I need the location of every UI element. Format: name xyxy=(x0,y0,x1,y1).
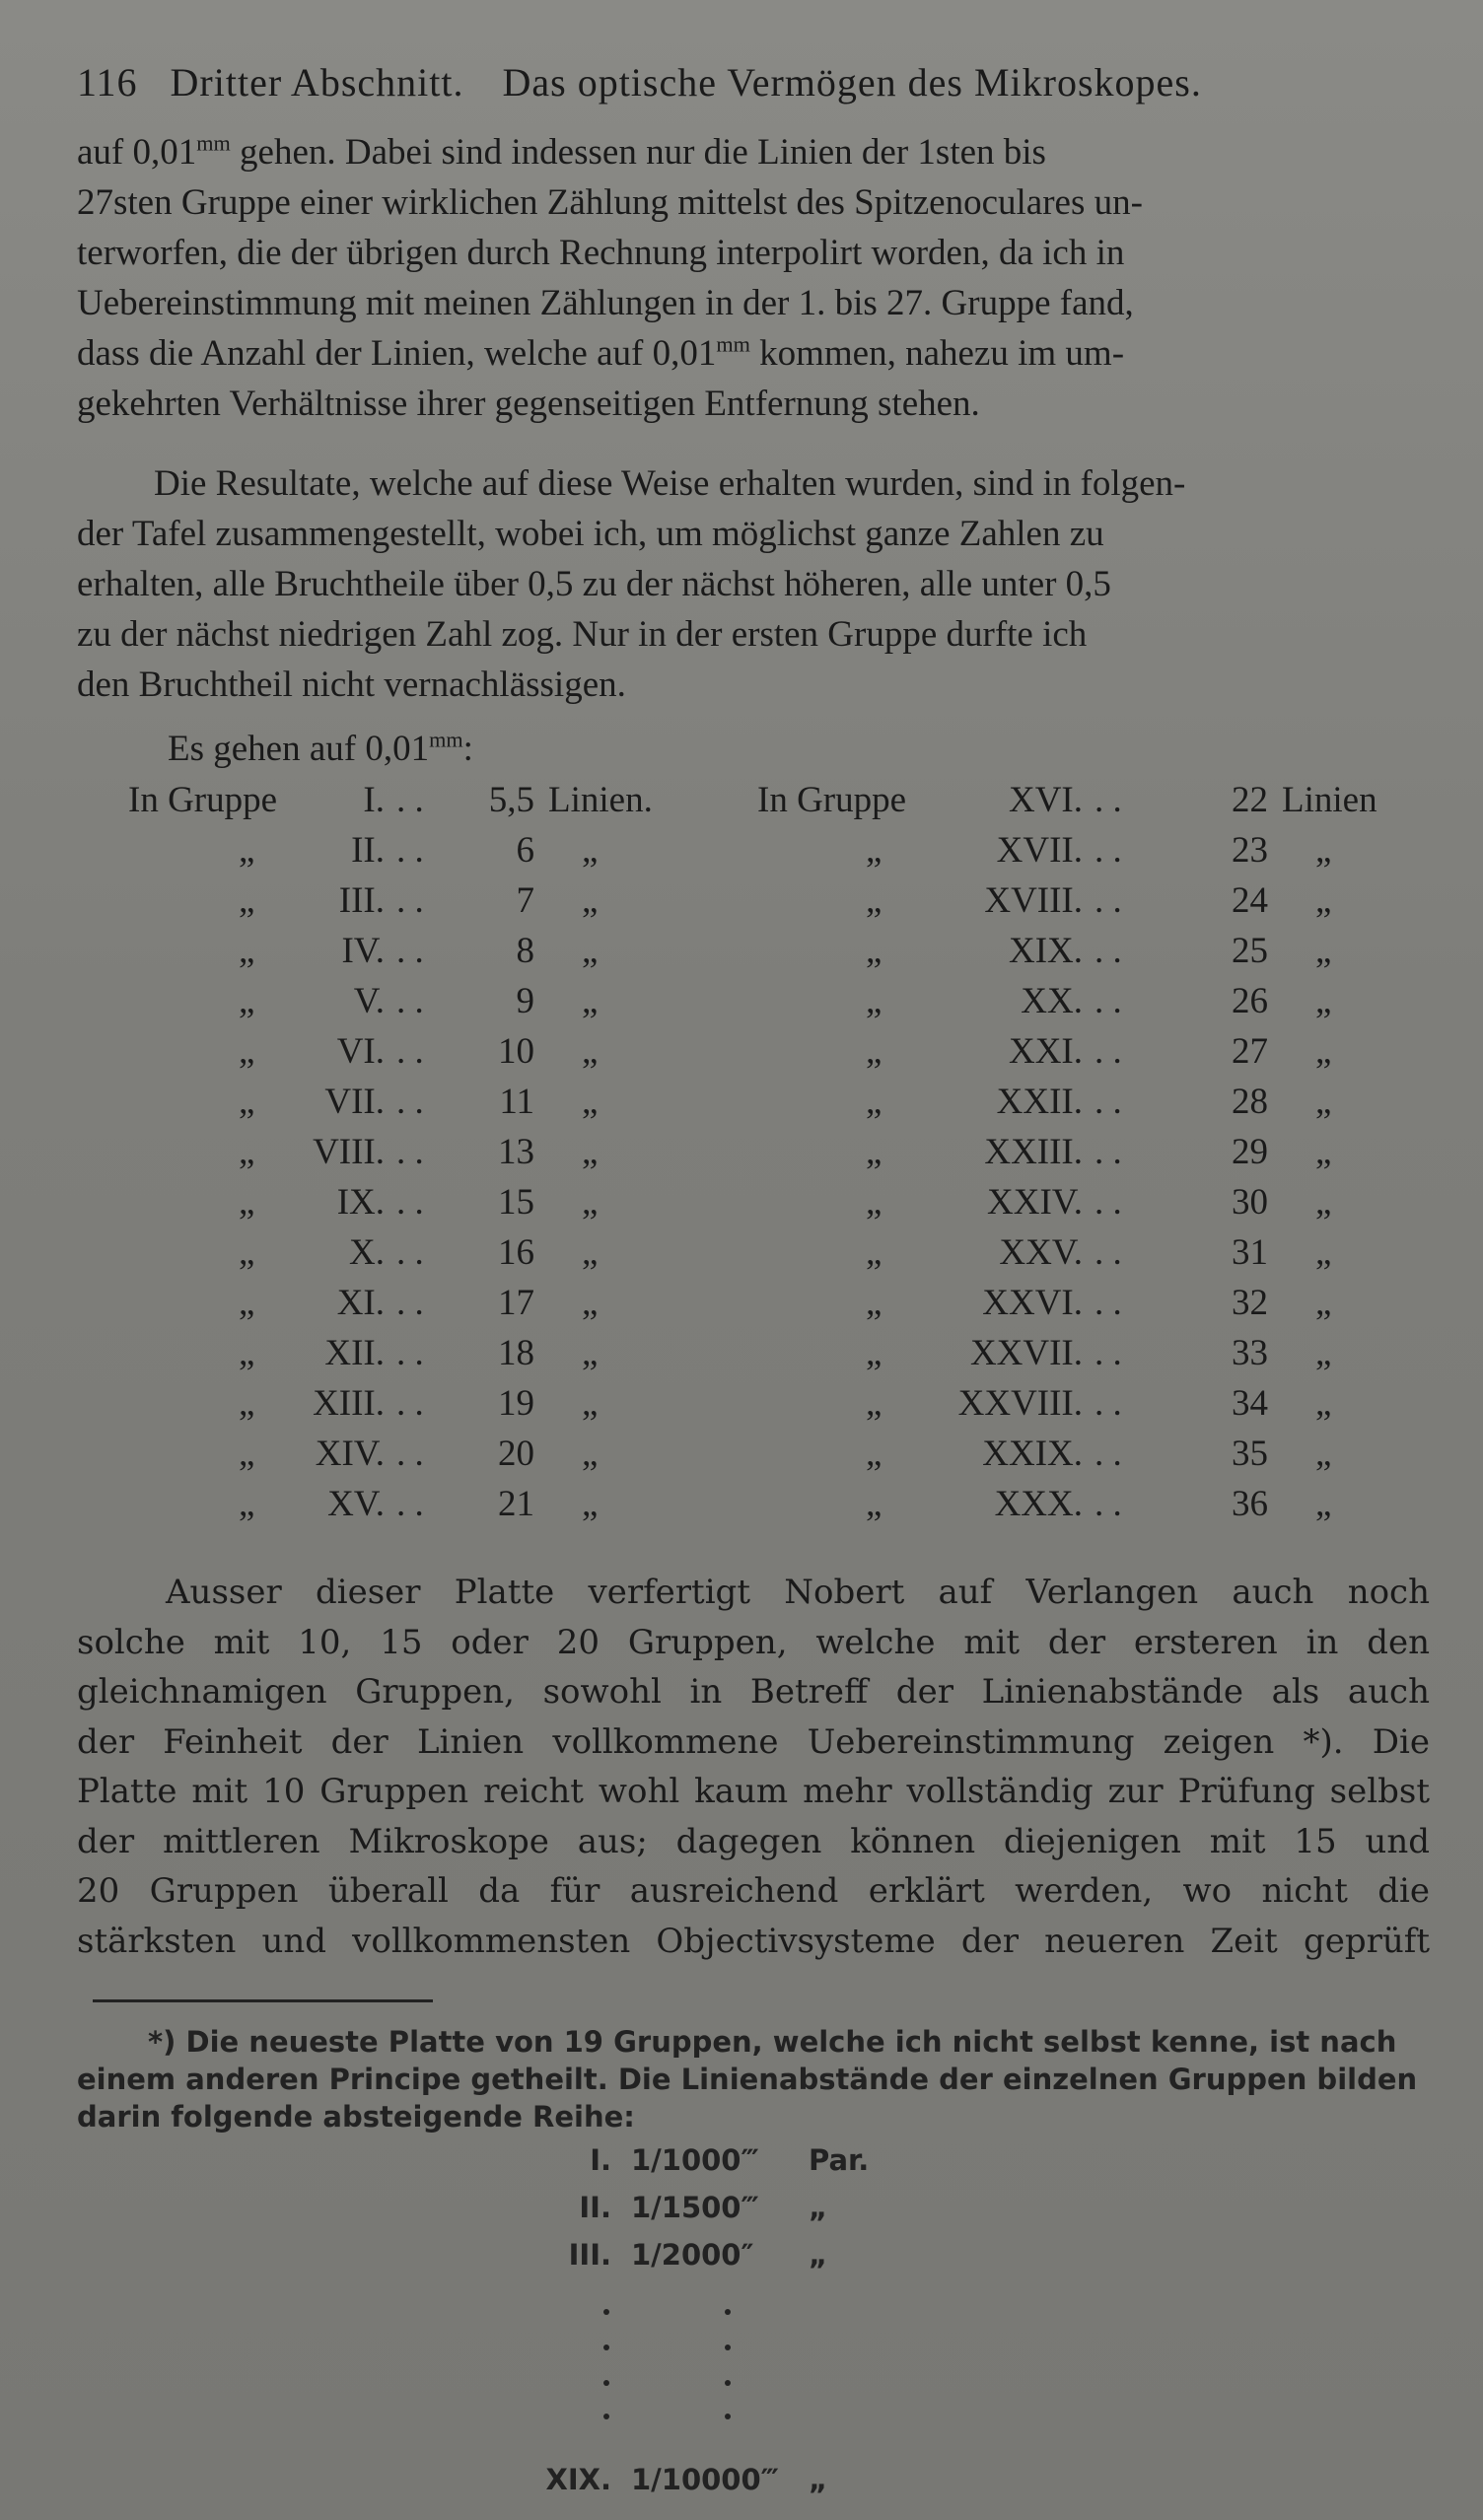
table-row xyxy=(757,1282,1408,1332)
footnote-line: *) Die neueste Platte von 19 Gruppen, welche ich nicht selbst kenne, ist nach xyxy=(148,2025,1397,2059)
group-numeral: XXV. xyxy=(999,1232,1083,1273)
group-numeral: XV. xyxy=(327,1484,385,1524)
series-group: XIX. xyxy=(545,2463,611,2496)
table-row xyxy=(757,879,1408,930)
leader-dots: . . xyxy=(396,830,424,871)
group-numeral: XIV. xyxy=(315,1434,385,1474)
ditto-mark: „ xyxy=(866,1232,883,1273)
table-row xyxy=(757,1231,1408,1282)
table-row xyxy=(128,1131,740,1181)
ditto-mark: „ xyxy=(866,1283,883,1323)
table-row xyxy=(757,779,1408,829)
table-row xyxy=(128,980,740,1030)
ditto-mark: „ xyxy=(239,1031,255,1072)
text-line: auf $0,01^{mm}$ gehen. Dabei sind indessen nur die Linien der 1sten bis xyxy=(77,130,1046,173)
ditto-mark: „ xyxy=(582,1232,599,1273)
ditto-mark: „ xyxy=(866,1484,883,1524)
unit-label: Linien. xyxy=(548,780,653,820)
group-numeral: V. xyxy=(353,981,385,1021)
ditto-mark: „ xyxy=(239,981,255,1021)
line-count: 32 xyxy=(1232,1283,1268,1323)
table-row xyxy=(128,1332,740,1382)
section-title: Dritter Abschnitt. xyxy=(170,60,464,105)
group-numeral: XX. xyxy=(1021,981,1083,1021)
ditto-mark: „ xyxy=(866,1132,883,1172)
line-count: 36 xyxy=(1232,1484,1268,1524)
paragraph-1 xyxy=(77,128,1430,430)
text-line: solche mit 10, 15 oder 20 Gruppen, welche mit der ersteren in den xyxy=(77,1622,1430,1662)
ditto-mark: „ xyxy=(582,931,599,971)
table-row xyxy=(757,1131,1408,1181)
group-numeral: III. xyxy=(338,880,385,921)
ditto-mark: „ xyxy=(866,981,883,1021)
line-count: 31 xyxy=(1232,1232,1268,1273)
ditto-mark: „ xyxy=(582,1132,599,1172)
leader-dots: . . xyxy=(396,1383,424,1424)
group-numeral: XIII. xyxy=(313,1383,385,1424)
table-row xyxy=(757,1433,1408,1483)
ditto-mark: „ xyxy=(1315,880,1332,921)
chapter-title: Das optische Vermögen des Mikroskopes. xyxy=(502,60,1202,105)
table-row xyxy=(128,1282,740,1332)
ditto-mark: „ xyxy=(582,880,599,921)
series-unit: „ xyxy=(809,2463,828,2496)
table-left-column xyxy=(128,779,740,1533)
ditto-mark: „ xyxy=(1315,1132,1332,1172)
ditto-mark: „ xyxy=(239,1333,255,1373)
text-line: der Tafel zusammengestellt, wobei ich, um möglichst ganze Zahlen zu xyxy=(77,514,1104,554)
group-numeral: XXIII. xyxy=(984,1132,1083,1172)
group-numeral: II. xyxy=(351,830,385,871)
text-line: zu der nächst niedrigen Zahl zog. Nur in der ersten Gruppe durfte ich xyxy=(77,614,1088,655)
text-line: 27sten Gruppe einer wirklichen Zählung mittelst des Spitzenoculares un- xyxy=(77,182,1143,223)
leader-dots: . . xyxy=(1095,1031,1122,1072)
ditto-mark: „ xyxy=(1315,931,1332,971)
leader-dots: . . xyxy=(396,1484,424,1524)
footnote-rule xyxy=(93,1999,433,2002)
line-count: 21 xyxy=(498,1484,534,1524)
leader-dots: . . xyxy=(1095,1383,1122,1424)
leader-dots: . . xyxy=(396,981,424,1021)
ditto-mark: „ xyxy=(1315,1434,1332,1474)
table-row xyxy=(128,1382,740,1433)
ditto-mark: „ xyxy=(582,1031,599,1072)
group-numeral: XXIX. xyxy=(982,1434,1083,1474)
line-count: 26 xyxy=(1232,981,1268,1021)
table-row xyxy=(757,1483,1408,1533)
text-line: 20 Gruppen überall da für ausreichend erklärt werden, wo nicht die xyxy=(77,1871,1430,1911)
ditto-mark: „ xyxy=(582,1333,599,1373)
ditto-mark: „ xyxy=(582,1082,599,1122)
leader-dots: . . xyxy=(1095,1333,1122,1373)
table-intro: Es gehen auf $0,01^{mm}$: xyxy=(168,727,473,769)
line-count: 6 xyxy=(516,830,534,871)
ditto-mark: „ xyxy=(582,1182,599,1223)
group-numeral: VIII. xyxy=(313,1132,385,1172)
ditto-mark: „ xyxy=(582,1484,599,1524)
line-count: 9 xyxy=(516,981,534,1021)
line-count: 24 xyxy=(1232,880,1268,921)
text-line: erhalten, alle Bruchtheile über 0,5 zu der nächst höheren, alle unter 0,5 xyxy=(77,564,1111,604)
ellipsis-dot xyxy=(725,2309,731,2315)
line-count: 16 xyxy=(498,1232,534,1273)
series-row xyxy=(532,2463,927,2510)
group-numeral: IX. xyxy=(336,1182,385,1223)
series-unit: Par. xyxy=(809,2143,870,2177)
ditto-mark: „ xyxy=(1315,1031,1332,1072)
table-row xyxy=(757,930,1408,980)
leader-dots: . . xyxy=(1095,780,1122,820)
series-value: 1/1000‴ xyxy=(631,2143,759,2177)
table-row xyxy=(128,1081,740,1131)
leader-dots: . . xyxy=(1095,981,1122,1021)
ditto-mark: „ xyxy=(239,931,255,971)
line-count: 29 xyxy=(1232,1132,1268,1172)
leader-dots: . . xyxy=(1095,1434,1122,1474)
footnote-line: darin folgende absteigende Reihe: xyxy=(77,2100,635,2134)
table-row xyxy=(757,1332,1408,1382)
text-line: Uebereinstimmung mit meinen Zählungen in der 1. bis 27. Gruppe fand, xyxy=(77,283,1134,323)
ditto-mark: „ xyxy=(1315,981,1332,1021)
line-count: 13 xyxy=(498,1132,534,1172)
line-count: 27 xyxy=(1232,1031,1268,1072)
leader-dots: . . xyxy=(396,1333,424,1373)
ditto-mark: „ xyxy=(239,1434,255,1474)
text-line: gleichnamigen Gruppen, sowohl in Betreff der Linienabstände als auch xyxy=(77,1672,1430,1712)
ditto-mark: „ xyxy=(1315,1232,1332,1273)
ditto-mark: „ xyxy=(866,1031,883,1072)
ditto-mark: „ xyxy=(239,1182,255,1223)
leader-dots: . . xyxy=(396,1182,424,1223)
group-numeral: XIX. xyxy=(1008,931,1083,971)
series-row xyxy=(532,2143,927,2191)
text-line: Die Resultate, welche auf diese Weise erhalten wurden, sind in folgen- xyxy=(154,463,1186,504)
series-value: 1/10000‴ xyxy=(631,2463,779,2496)
group-numeral: VI. xyxy=(336,1031,385,1072)
row-prefix: In Gruppe xyxy=(757,780,907,820)
ellipsis-dot xyxy=(725,2380,731,2386)
line-count: 28 xyxy=(1232,1082,1268,1122)
text-line: der Feinheit der Linien vollkommene Uebereinstimmung zeigen *). Die xyxy=(77,1721,1430,1762)
table-row xyxy=(757,1382,1408,1433)
text-line: den Bruchtheil nicht vernachlässigen. xyxy=(77,665,626,705)
leader-dots: . . xyxy=(396,1434,424,1474)
ditto-mark: „ xyxy=(866,830,883,871)
group-numeral: XXII. xyxy=(996,1082,1083,1122)
table-row xyxy=(128,1030,740,1081)
ditto-mark: „ xyxy=(239,1383,255,1424)
leader-dots: . . xyxy=(1095,1232,1122,1273)
ditto-mark: „ xyxy=(866,1383,883,1424)
series-value: 1/1500‴ xyxy=(631,2191,759,2224)
text-line: Platte mit 10 Gruppen reicht wohl kaum mehr vollständig zur Prüfung selbst xyxy=(77,1772,1430,1811)
line-count: 10 xyxy=(498,1031,534,1072)
leader-dots: . . xyxy=(1095,1182,1122,1223)
series-group: I. xyxy=(590,2143,611,2177)
ditto-mark: „ xyxy=(1315,1182,1332,1223)
unit-label: Linien xyxy=(1282,780,1377,820)
footnote xyxy=(77,2023,1430,2135)
ditto-mark: „ xyxy=(239,830,255,871)
table-row xyxy=(128,779,740,829)
ditto-mark: „ xyxy=(239,1082,255,1122)
ditto-mark: „ xyxy=(866,1434,883,1474)
group-numeral: XII. xyxy=(324,1333,385,1373)
line-count: 8 xyxy=(516,931,534,971)
series-group: III. xyxy=(568,2238,611,2272)
ditto-mark: „ xyxy=(866,1082,883,1122)
ditto-mark: „ xyxy=(1315,1333,1332,1373)
ditto-mark: „ xyxy=(239,880,255,921)
series-row xyxy=(532,2238,927,2285)
line-count: 23 xyxy=(1232,830,1268,871)
table-right-column xyxy=(757,779,1408,1533)
table-row xyxy=(128,930,740,980)
ellipsis-dot xyxy=(725,2414,731,2419)
running-header xyxy=(77,59,1438,105)
leader-dots: . . xyxy=(396,1082,424,1122)
group-numeral: XXI. xyxy=(1008,1031,1083,1072)
table-row xyxy=(757,980,1408,1030)
line-count: 15 xyxy=(498,1182,534,1223)
ditto-mark: „ xyxy=(239,1283,255,1323)
line-count: 35 xyxy=(1232,1434,1268,1474)
text-line: dass die Anzahl der Linien, welche auf $0,01^{mm}$ kommen, nahezu im um- xyxy=(77,331,1125,374)
table-row xyxy=(128,1483,740,1533)
leader-dots: . . xyxy=(1095,1082,1122,1122)
line-count: 18 xyxy=(498,1333,534,1373)
leader-dots: . . xyxy=(1095,1132,1122,1172)
leader-dots: . . xyxy=(396,880,424,921)
series-value: 1/2000″ xyxy=(631,2238,754,2272)
ditto-mark: „ xyxy=(866,880,883,921)
table-row xyxy=(128,1433,740,1483)
group-numeral: XXX. xyxy=(994,1484,1083,1524)
leader-dots: . . xyxy=(1095,1484,1122,1524)
series-row xyxy=(532,2191,927,2238)
ellipsis-dot xyxy=(603,2380,609,2386)
paragraph-2 xyxy=(77,459,1430,711)
table-row xyxy=(757,1181,1408,1231)
leader-dots: . . xyxy=(396,931,424,971)
line-count: 30 xyxy=(1232,1182,1268,1223)
group-numeral: XI. xyxy=(336,1283,385,1323)
leader-dots: . . xyxy=(396,1232,424,1273)
line-count: 33 xyxy=(1232,1333,1268,1373)
text-line: gekehrten Verhältnisse ihrer gegenseitigen Entfernung stehen. xyxy=(77,384,980,424)
group-numeral: XXVI. xyxy=(982,1283,1083,1323)
footnote-series xyxy=(532,2143,927,2510)
table-row xyxy=(128,879,740,930)
ellipsis-dot xyxy=(603,2345,609,2350)
row-prefix: In Gruppe xyxy=(128,780,278,820)
ditto-mark: „ xyxy=(1315,1283,1332,1323)
table-row xyxy=(757,1081,1408,1131)
line-count: 17 xyxy=(498,1283,534,1323)
table-row xyxy=(757,1030,1408,1081)
ditto-mark: „ xyxy=(239,1232,255,1273)
series-unit: „ xyxy=(809,2191,828,2224)
table-row xyxy=(128,1181,740,1231)
ditto-mark: „ xyxy=(582,1283,599,1323)
group-numeral: XXVII. xyxy=(969,1333,1083,1373)
leader-dots: . . xyxy=(396,1283,424,1323)
ditto-mark: „ xyxy=(866,1182,883,1223)
group-numeral: XXIV. xyxy=(987,1182,1083,1223)
ellipsis-dot xyxy=(603,2309,609,2315)
group-numeral: IV. xyxy=(341,931,385,971)
table-row xyxy=(128,1231,740,1282)
ditto-mark: „ xyxy=(866,1333,883,1373)
paragraph-3 xyxy=(77,1568,1430,1966)
ditto-mark: „ xyxy=(582,981,599,1021)
ellipsis-dot xyxy=(725,2345,731,2350)
group-numeral: I. xyxy=(363,780,385,820)
ditto-mark: „ xyxy=(866,931,883,971)
page-number: 116 xyxy=(77,60,138,105)
table-row xyxy=(757,829,1408,879)
group-numeral: VII. xyxy=(324,1082,385,1122)
group-numeral: XVI. xyxy=(1008,780,1083,820)
line-count: 19 xyxy=(498,1383,534,1424)
series-unit: „ xyxy=(809,2238,828,2272)
group-numeral: XXVIII. xyxy=(957,1383,1083,1424)
ditto-mark: „ xyxy=(582,830,599,871)
line-count: 25 xyxy=(1232,931,1268,971)
text-line: terworfen, die der übrigen durch Rechnung interpolirt worden, da ich in xyxy=(77,233,1125,273)
ditto-mark: „ xyxy=(239,1484,255,1524)
text-line: der mittleren Mikroskope aus; dagegen können diejenigen mit 15 und xyxy=(77,1821,1430,1861)
leader-dots: . . xyxy=(396,1031,424,1072)
ellipsis-dot xyxy=(603,2414,609,2419)
table-row xyxy=(128,829,740,879)
line-count: 34 xyxy=(1232,1383,1268,1424)
line-count: 5,5 xyxy=(488,780,534,820)
leader-dots: . . xyxy=(1095,931,1122,971)
line-count: 20 xyxy=(498,1434,534,1474)
line-count: 11 xyxy=(499,1082,534,1122)
ditto-mark: „ xyxy=(1315,1484,1332,1524)
leader-dots: . . xyxy=(396,1132,424,1172)
group-numeral: XVII. xyxy=(996,830,1083,871)
group-numeral: X. xyxy=(349,1232,385,1273)
leader-dots: . . xyxy=(1095,830,1122,871)
leader-dots: . . xyxy=(1095,1283,1122,1323)
group-numeral: XVIII. xyxy=(984,880,1083,921)
ditto-mark: „ xyxy=(1315,830,1332,871)
series-group: II. xyxy=(579,2191,611,2224)
footnote-line: einem anderen Principe getheilt. Die Linienabstände der einzelnen Gruppen bilden xyxy=(77,2063,1418,2096)
ditto-mark: „ xyxy=(582,1383,599,1424)
ditto-mark: „ xyxy=(239,1132,255,1172)
text-line: Ausser dieser Platte verfertigt Nobert auf Verlangen auch noch xyxy=(166,1573,1430,1612)
line-count: 7 xyxy=(516,880,534,921)
ditto-mark: „ xyxy=(1315,1383,1332,1424)
ditto-mark: „ xyxy=(1315,1082,1332,1122)
text-line: stärksten und vollkommensten Objectivsysteme der neueren Zeit geprüft xyxy=(77,1921,1430,1961)
line-count: 22 xyxy=(1232,780,1268,820)
ditto-mark: „ xyxy=(582,1434,599,1474)
leader-dots: . . xyxy=(1095,880,1122,921)
leader-dots: . . xyxy=(396,780,424,820)
